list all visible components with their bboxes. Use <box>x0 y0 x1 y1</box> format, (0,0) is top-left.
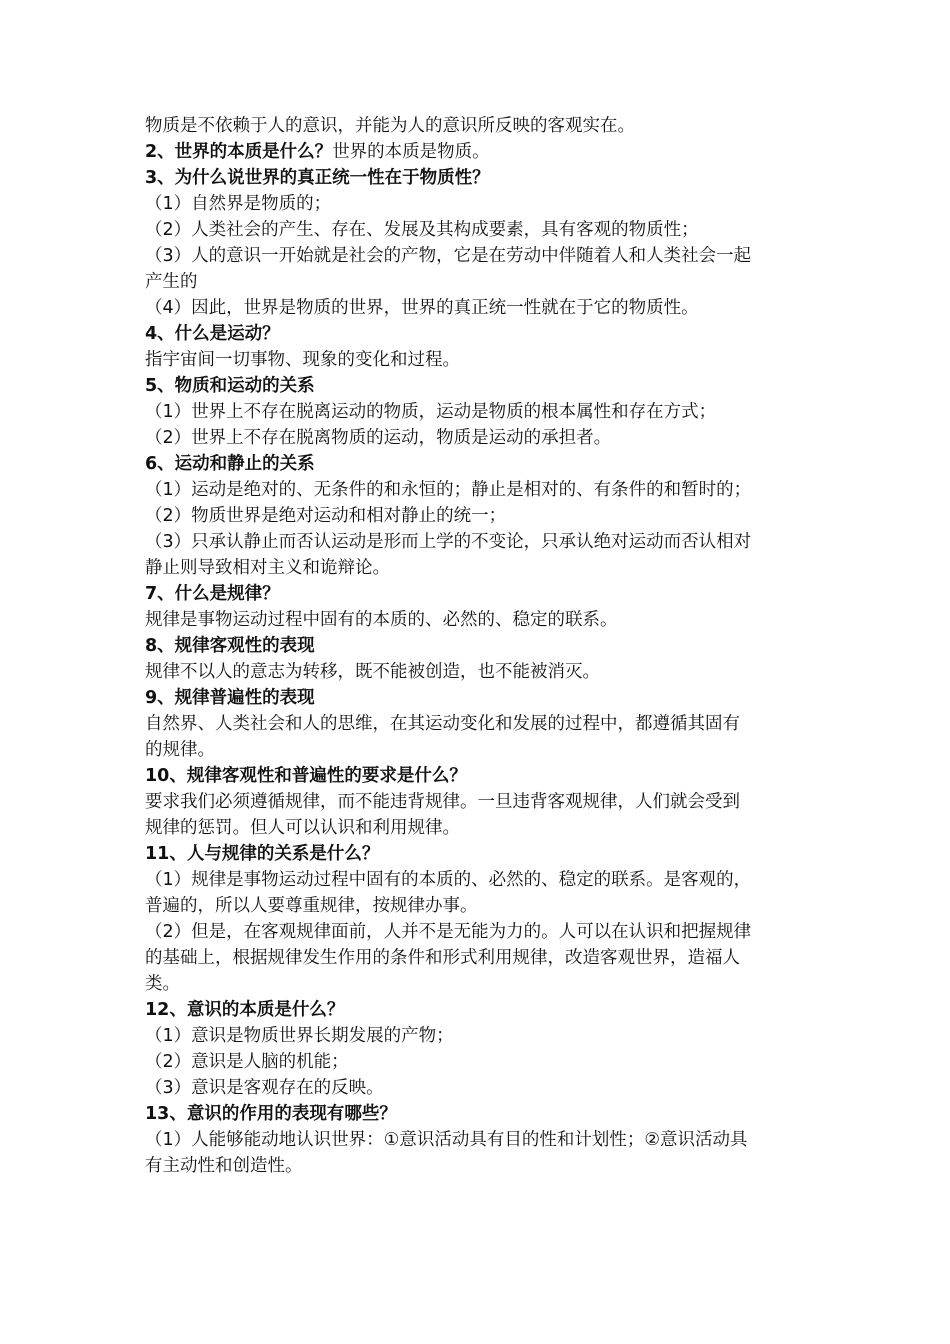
text-line: 规律是事物运动过程中固有的本质的、必然的、稳定的联系。 <box>145 610 618 630</box>
text-line: 产生的 <box>145 272 198 292</box>
question-heading: 8、规律客观性的表现 <box>145 636 315 656</box>
question-heading: 7、什么是规律？ <box>145 584 280 604</box>
text-line: 普遍的，所以人要尊重规律，按规律办事。 <box>145 896 478 916</box>
text-line: （3）只承认静止而否认运动是形而上学的不变论，只承认绝对运动而否认相对 <box>145 532 752 552</box>
text-line: 规律不以人的意志为转移，既不能被创造，也不能被消灭。 <box>145 662 600 682</box>
document-page <box>145 113 810 1179</box>
question-heading: 12、意识的本质是什么？ <box>145 1000 345 1020</box>
text-line: （2）意识是人脑的机能； <box>145 1052 349 1072</box>
text-line: （1）自然界是物质的； <box>145 194 332 214</box>
text-line: （2）世界上不存在脱离物质的运动，物质是运动的承担者。 <box>145 428 612 448</box>
text-line: 要求我们必须遵循规律，而不能违背规律。一旦违背客观规律，人们就会受到 <box>145 792 740 812</box>
text-line: （1）人能够能动地认识世界：①意识活动具有目的性和计划性；②意识活动具 <box>145 1130 748 1150</box>
answer-text: 世界的本质是物质。 <box>332 142 490 162</box>
text-line: （1）规律是事物运动过程中固有的本质的、必然的、稳定的联系。是客观的， <box>145 870 752 890</box>
text-line: （1）世界上不存在脱离运动的物质，运动是物质的根本属性和存在方式； <box>145 402 717 422</box>
text-line: 物质是不依赖于人的意识，并能为人的意识所反映的客观实在。 <box>145 116 635 136</box>
text-line: （4）因此，世界是物质的世界，世界的真正统一性就在于它的物质性。 <box>145 298 699 318</box>
question-heading: 11、人与规律的关系是什么？ <box>145 844 380 864</box>
text-line: （3）意识是客观存在的反映。 <box>145 1078 384 1098</box>
text-line: 规律的惩罚。但人可以认识和利用规律。 <box>145 818 460 838</box>
question-heading: 13、意识的作用的表现有哪些？ <box>145 1104 397 1124</box>
question-heading: 6、运动和静止的关系 <box>145 454 315 474</box>
question-heading: 9、规律普遍性的表现 <box>145 688 315 708</box>
text-line: （2）物质世界是绝对运动和相对静止的统一； <box>145 506 507 526</box>
question-line <box>145 139 810 165</box>
question-heading: 10、规律客观性和普遍性的要求是什么？ <box>145 766 467 786</box>
text-line: 的规律。 <box>145 740 215 760</box>
text-line: （2）但是，在客观规律面前，人并不是无能为力的。人可以在认识和把握规律 <box>145 922 752 942</box>
text-line: （1）意识是物质世界长期发展的产物； <box>145 1026 454 1046</box>
text-line: （2）人类社会的产生、存在、发展及其构成要素，具有客观的物质性； <box>145 220 699 240</box>
text-line: 有主动性和创造性。 <box>145 1156 303 1176</box>
question-heading: 2、世界的本质是什么？ <box>145 142 333 162</box>
question-heading: 5、物质和运动的关系 <box>145 376 315 396</box>
text-line: 的基础上，根据规律发生作用的条件和形式利用规律，改造客观世界，造福人 <box>145 948 740 968</box>
text-line: 静止则导致相对主义和诡辩论。 <box>145 558 390 578</box>
question-heading: 3、为什么说世界的真正统一性在于物质性？ <box>145 168 490 188</box>
text-line: （3）人的意识一开始就是社会的产物，它是在劳动中伴随着人和人类社会一起 <box>145 246 752 266</box>
text-line: 指宇宙间一切事物、现象的变化和过程。 <box>145 350 460 370</box>
text-line: （1）运动是绝对的、无条件的和永恒的；静止是相对的、有条件的和暂时的； <box>145 480 752 500</box>
question-heading: 4、什么是运动？ <box>145 324 280 344</box>
text-line: 类。 <box>145 974 180 994</box>
text-line: 自然界、人类社会和人的思维，在其运动变化和发展的过程中，都遵循其固有 <box>145 714 740 734</box>
